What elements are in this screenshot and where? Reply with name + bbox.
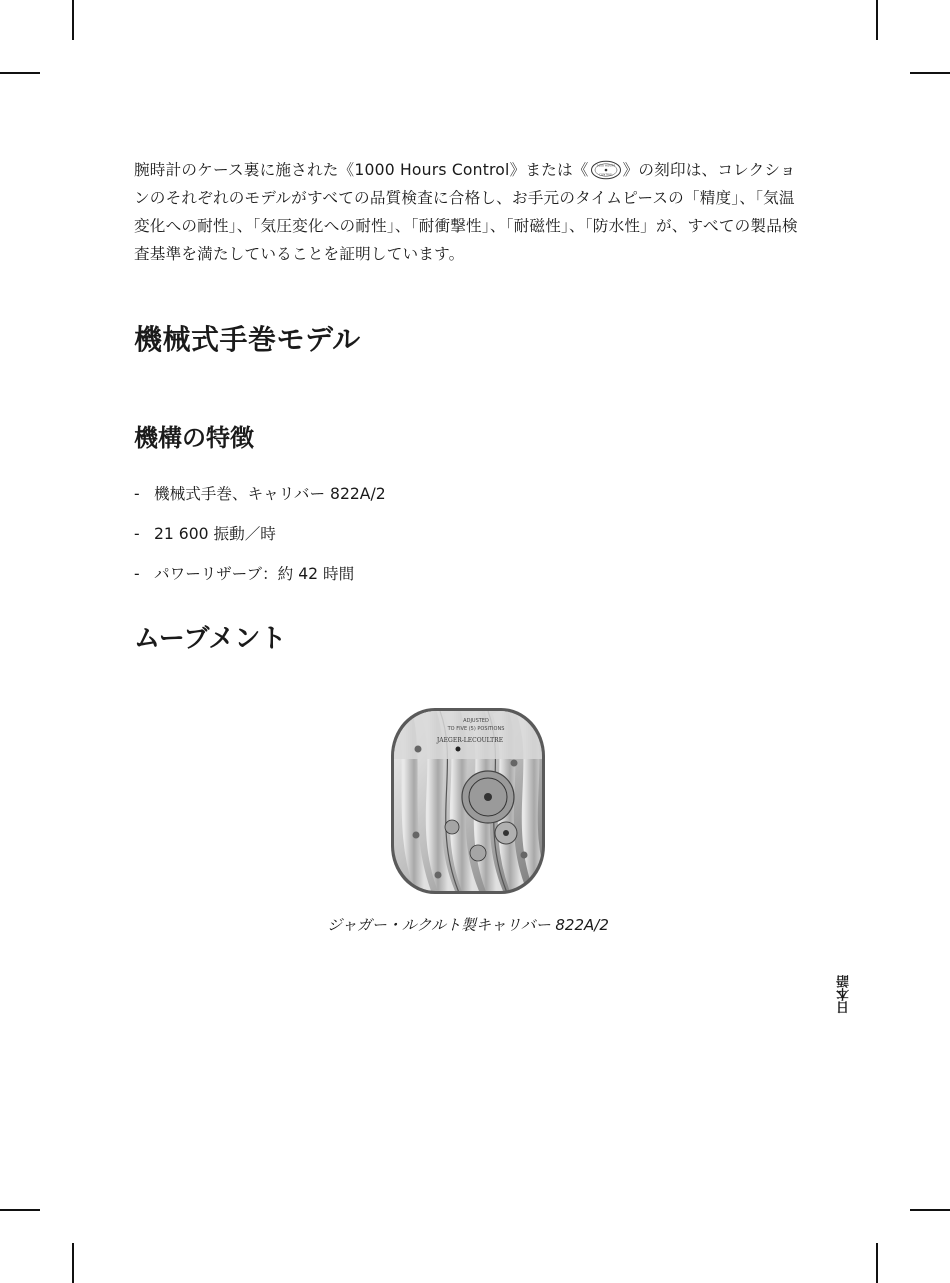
feature-text: パワーリザーブ：約 42 時間 (154, 565, 355, 583)
crop-mark (0, 72, 40, 74)
feature-list (134, 480, 386, 600)
engraving-mid: TO FIVE (5) POSITIONS (447, 726, 505, 732)
list-item (134, 520, 386, 560)
watch-movement-illustration (388, 705, 548, 895)
intro-text-after: 》の刻印は、コレクションのそれぞれのモデルがすべての品質検査に合格し、お手元のタイムピースの「精度」、「気温変化への耐性」、「気圧変化への耐性」、「耐衝撃性」、「耐磁性」、「防水性」が、すべての製品検査基準を満たしていることを証明しています。 (134, 161, 798, 263)
feature-text: 21 600 振動／時 (154, 525, 276, 543)
brand-engraving: JAEGER-LECOULTRE (436, 737, 504, 744)
list-bullet: - (134, 565, 140, 583)
intro-paragraph (134, 156, 806, 268)
section-heading-movement: ムーブメント (134, 624, 287, 654)
crop-mark (72, 1243, 74, 1283)
section-heading-manual-winding: 機械式手巻モデル (134, 323, 361, 356)
list-item (134, 480, 386, 520)
crop-mark (72, 0, 74, 40)
list-bullet: - (134, 525, 140, 543)
language-tab: 日本語 (837, 975, 852, 1014)
crop-mark (910, 72, 950, 74)
image-caption: ジャガー・ルクルト製キャリバー 822A/2 (327, 916, 609, 934)
feature-text: 機械式手巻、キャリバー 822A/2 (154, 485, 386, 503)
intro-text-before: 腕時計のケース裏に施された《1000 Hours Control》または《 (134, 161, 589, 179)
engraving-top: ADJUSTED (463, 718, 489, 724)
badge-text-top: 1000 HOURS (596, 164, 615, 168)
badge-text-bottom: CONTROL (598, 173, 613, 177)
section-heading-features: 機構の特徴 (134, 424, 254, 452)
crop-mark (876, 1243, 878, 1283)
1000-hours-control-seal-icon (590, 160, 622, 180)
list-item (134, 560, 386, 600)
crop-mark (910, 1209, 950, 1211)
crop-mark (0, 1209, 40, 1211)
list-bullet: - (134, 485, 140, 503)
crop-mark (876, 0, 878, 40)
